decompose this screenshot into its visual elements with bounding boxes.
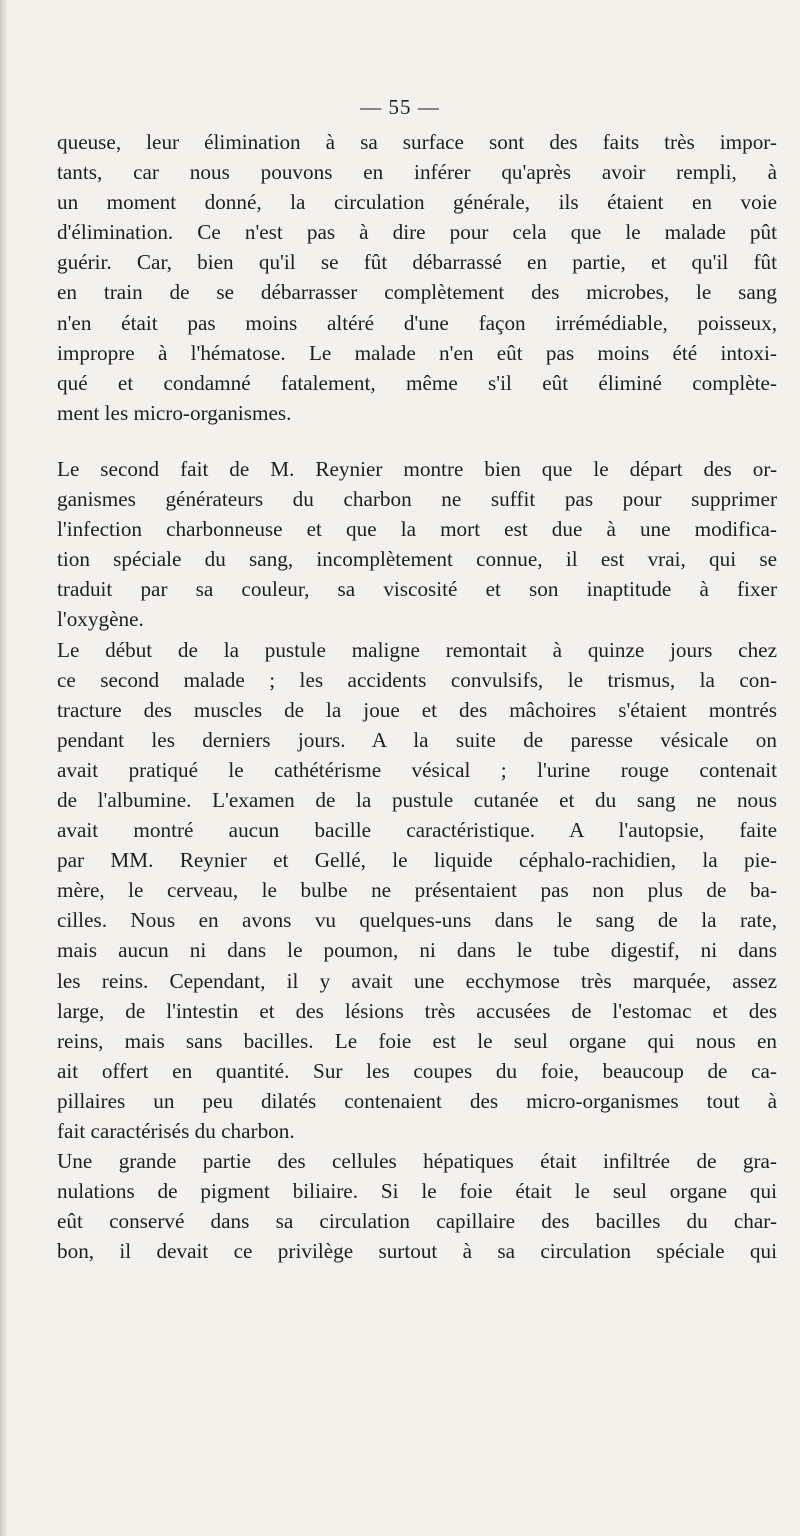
text-line: avait montré aucun bacille caractéristique. A l'autopsie, faite bbox=[57, 818, 777, 843]
paragraph-2 bbox=[57, 454, 777, 635]
text-line: de l'albumine. L'examen de la pustule cutanée et du sang ne nous bbox=[57, 787, 777, 812]
text-line: d'élimination. Ce n'est pas à dire pour cela que le malade pût bbox=[57, 220, 777, 245]
text-line: l'oxygène. bbox=[57, 607, 144, 632]
text-line: nulations de pigment biliaire. Si le foie était le seul organe qui bbox=[57, 1179, 777, 1204]
paragraph-3 bbox=[57, 635, 777, 1147]
text-line: mère, le cerveau, le bulbe ne présentaient pas non plus de ba- bbox=[57, 878, 777, 903]
text-line: l'infection charbonneuse et que la mort est due à une modifica- bbox=[57, 517, 777, 542]
text-line: qué et condamné fatalement, même s'il eût éliminé complète- bbox=[57, 370, 777, 395]
text-line: les reins. Cependant, il y avait une ecchymose très marquée, assez bbox=[57, 968, 777, 993]
text-line: pendant les derniers jours. A la suite de paresse vésicale on bbox=[57, 727, 777, 752]
text-line: traduit par sa couleur, sa viscosité et son inaptitude à fixer bbox=[57, 577, 777, 602]
text-line: pillaires un peu dilatés contenaient des micro-organismes tout à bbox=[57, 1088, 777, 1113]
paragraph-4 bbox=[57, 1146, 777, 1266]
text-line: Le second fait de M. Reynier montre bien que le départ des or- bbox=[57, 456, 777, 481]
paragraph-1 bbox=[57, 127, 777, 428]
text-line: tants, car nous pouvons en inférer qu'après avoir rempli, à bbox=[57, 160, 777, 185]
text-line: cilles. Nous en avons vu quelques-uns dans le sang de la rate, bbox=[57, 908, 777, 933]
paragraph-gap bbox=[57, 428, 777, 454]
text-line: bon, il devait ce privilège surtout à sa circulation spéciale qui bbox=[57, 1239, 777, 1264]
text-line: en train de se débarrasser complètement des microbes, le sang bbox=[57, 280, 777, 305]
text-line: ait offert en quantité. Sur les coupes du foie, beaucoup de ca- bbox=[57, 1058, 777, 1083]
text-line: tracture des muscles de la joue et des mâchoires s'étaient montrés bbox=[57, 697, 777, 722]
page-number: — 55 — bbox=[360, 95, 440, 119]
text-line: mais aucun ni dans le poumon, ni dans le tube digestif, ni dans bbox=[57, 938, 777, 963]
text-line: n'en était pas moins altéré d'une façon irrémédiable, poisseux, bbox=[57, 310, 777, 335]
text-line: avait pratiqué le cathétérisme vésical ; l'urine rouge contenait bbox=[57, 757, 777, 782]
text-line: eût conservé dans sa circulation capillaire des bacilles du char- bbox=[57, 1209, 777, 1234]
text-line: guérir. Car, bien qu'il se fût débarrassé en partie, et qu'il fût bbox=[57, 250, 777, 275]
text-line: Le début de la pustule maligne remontait à quinze jours chez bbox=[57, 637, 777, 662]
text-line: Une grande partie des cellules hépatiques était infiltrée de gra- bbox=[57, 1149, 777, 1174]
text-line: large, de l'intestin et des lésions très accusées de l'estomac et des bbox=[57, 998, 777, 1023]
text-line: queuse, leur élimination à sa surface sont des faits très impor- bbox=[57, 130, 777, 154]
text-line: impropre à l'hématose. Le malade n'en eût pas moins été intoxi- bbox=[57, 340, 777, 365]
text-line: reins, mais sans bacilles. Le foie est le seul organe qui nous en bbox=[57, 1028, 777, 1053]
text-line: par MM. Reynier et Gellé, le liquide céphalo-rachidien, la pie- bbox=[57, 848, 777, 873]
body-text bbox=[57, 127, 777, 1266]
text-line: un moment donné, la circulation générale, ils étaient en voie bbox=[57, 190, 777, 215]
text-line: ce second malade ; les accidents convulsifs, le trismus, la con- bbox=[57, 667, 777, 692]
text-line: ment les micro-organismes. bbox=[57, 400, 292, 425]
text-line: tion spéciale du sang, incomplètement connue, il est vrai, qui se bbox=[57, 547, 777, 572]
page-edge-shadow bbox=[0, 0, 8, 1536]
text-line: ganismes générateurs du charbon ne suffit pas pour supprimer bbox=[57, 487, 777, 512]
text-line: fait caractérisés du charbon. bbox=[57, 1119, 295, 1143]
